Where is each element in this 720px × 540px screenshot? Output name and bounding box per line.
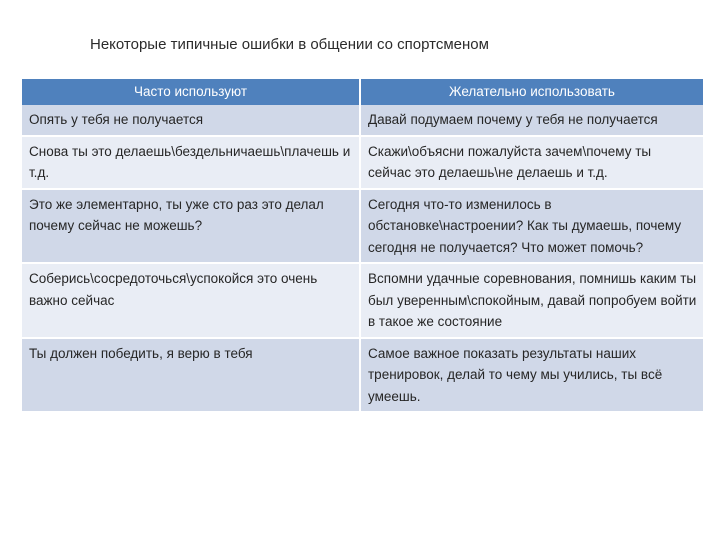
table-row [22,189,703,264]
table-header-row [22,79,703,105]
cell-recommended: Самое важное показать результаты наших тренировок, делай то чему мы учились, ты всё умеешь. [360,338,703,413]
header-recommended: Желательно использовать [360,79,703,105]
cell-recommended: Скажи\объясни пожалуйста зачем\почему ты сейчас это делаешь\не делаешь и т.д. [360,136,703,189]
cell-often-used: Снова ты это делаешь\бездельничаешь\плачешь и т.д. [22,136,360,189]
cell-often-used: Это же элементарно, ты уже сто раз это делал почему сейчас не можешь? [22,189,360,264]
table-row [22,136,703,189]
cell-recommended: Вспомни удачные соревнования, помнишь каким ты был уверенным\спокойным, давай попробуем войти в такое же состояние [360,263,703,338]
cell-recommended: Давай подумаем почему у тебя не получается [360,105,703,136]
table-row [22,338,703,413]
slide-title: Некоторые типичные ошибки в общении со спортсменом [90,36,489,53]
cell-recommended: Сегодня что-то изменилось в обстановке\настроении? Как ты думаешь, почему сегодня не получается? Что может помочь? [360,189,703,264]
cell-often-used: Ты должен победить, я верю в тебя [22,338,360,413]
cell-often-used: Опять у тебя не получается [22,105,360,136]
comparison-table [22,79,703,413]
header-often-used: Часто используют [22,79,360,105]
table-row [22,105,703,136]
table-row [22,263,703,338]
cell-often-used: Соберись\сосредоточься\успокойся это очень важно сейчас [22,263,360,338]
